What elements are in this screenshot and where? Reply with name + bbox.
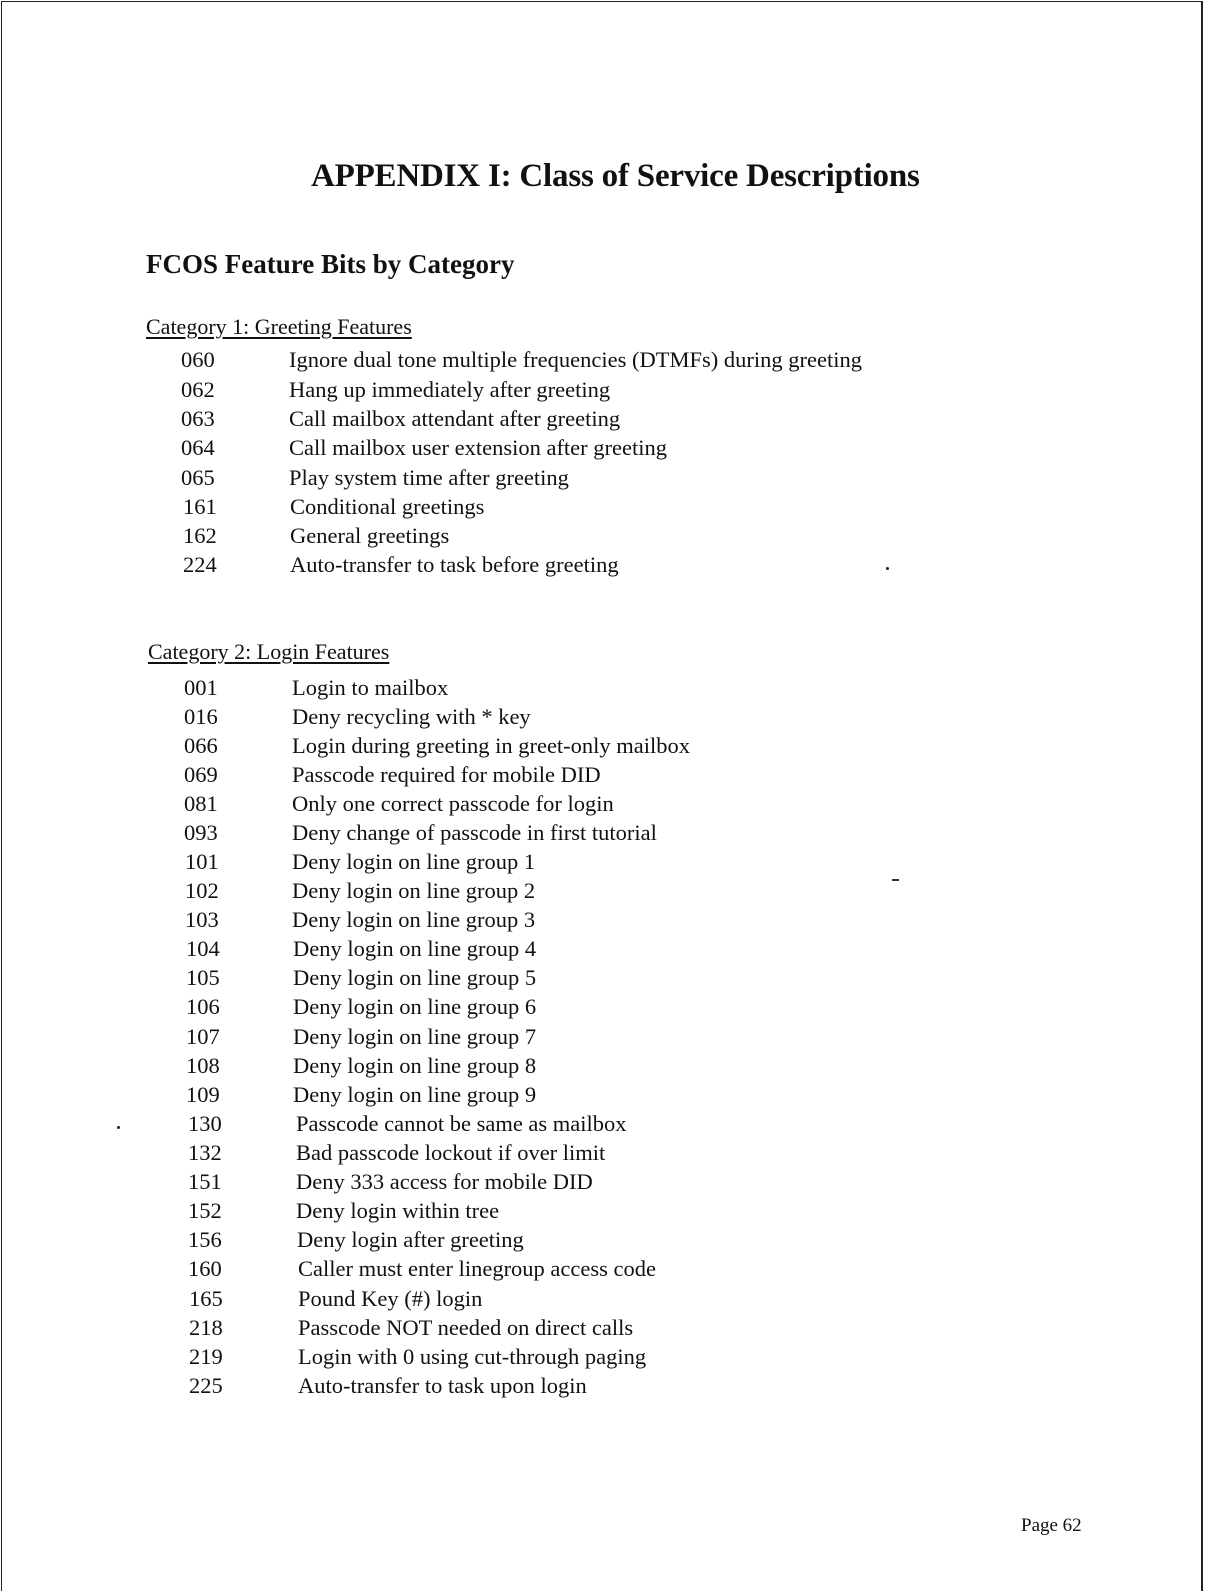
feature-code: 130 xyxy=(188,1111,222,1136)
feature-description: Deny login on line group 8 xyxy=(293,1053,537,1078)
feature-description: Login to mailbox xyxy=(292,675,449,700)
feature-description: Deny login on line group 3 xyxy=(292,907,536,932)
scan-dash xyxy=(892,879,899,881)
feature-description: Passcode NOT needed on direct calls xyxy=(298,1315,634,1340)
feature-description: Passcode required for mobile DID xyxy=(292,762,601,787)
feature-description: Deny login on line group 5 xyxy=(293,965,537,990)
feature-description: Caller must enter linegroup access code xyxy=(298,1256,656,1281)
feature-description: Deny login after greeting xyxy=(297,1227,524,1252)
feature-code: 165 xyxy=(189,1286,223,1311)
feature-description: Login during greeting in greet-only mailbox xyxy=(292,733,691,758)
feature-code: 132 xyxy=(188,1140,222,1165)
feature-description: Conditional greetings xyxy=(290,494,485,519)
feature-description: Login with 0 using cut-through paging xyxy=(298,1344,647,1369)
feature-code: 225 xyxy=(189,1373,223,1398)
feature-description: Deny login on line group 9 xyxy=(293,1082,537,1107)
category-heading-login: Category 2: Login Features xyxy=(148,639,390,664)
feature-description: Deny login on line group 1 xyxy=(292,849,536,874)
appendix-title: APPENDIX I: Class of Service Descriptions xyxy=(311,158,920,194)
feature-code: 156 xyxy=(188,1227,222,1252)
feature-code: 069 xyxy=(184,762,218,787)
feature-description: Ignore dual tone multiple frequencies (DTMFs) during greeting xyxy=(289,347,862,372)
feature-code: 151 xyxy=(188,1169,222,1194)
scan-speck xyxy=(886,567,889,570)
feature-code: 108 xyxy=(186,1053,220,1078)
feature-description: Deny recycling with * key xyxy=(292,704,531,729)
feature-code: 161 xyxy=(183,494,217,519)
feature-description: Deny login on line group 7 xyxy=(293,1024,537,1049)
feature-code: 016 xyxy=(184,704,218,729)
feature-code: 152 xyxy=(188,1198,222,1223)
feature-description: Deny login on line group 4 xyxy=(293,936,537,961)
feature-code: 224 xyxy=(183,552,217,577)
feature-code: 001 xyxy=(184,675,218,700)
feature-description: Play system time after greeting xyxy=(289,465,569,490)
feature-code: 106 xyxy=(186,994,220,1019)
feature-code: 081 xyxy=(184,791,218,816)
feature-code: 062 xyxy=(181,377,215,402)
feature-code: 162 xyxy=(183,523,217,548)
feature-description: General greetings xyxy=(290,523,450,548)
page-number: Page 62 xyxy=(1021,1515,1082,1536)
feature-code: 103 xyxy=(185,907,219,932)
feature-description: Only one correct passcode for login xyxy=(292,791,614,816)
feature-description: Deny login on line group 2 xyxy=(292,878,536,903)
feature-code: 063 xyxy=(181,406,215,431)
feature-code: 219 xyxy=(189,1344,223,1369)
section-heading: FCOS Feature Bits by Category xyxy=(146,249,515,279)
feature-code: 060 xyxy=(181,347,215,372)
feature-code: 160 xyxy=(188,1256,222,1281)
feature-description: Deny 333 access for mobile DID xyxy=(296,1169,593,1194)
feature-code: 101 xyxy=(185,849,219,874)
feature-description: Call mailbox attendant after greeting xyxy=(289,406,621,431)
feature-code: 066 xyxy=(184,733,218,758)
feature-code: 105 xyxy=(186,965,220,990)
feature-code: 104 xyxy=(186,936,220,961)
feature-description: Deny login within tree xyxy=(296,1198,500,1223)
scan-speck xyxy=(117,1126,120,1129)
feature-code: 109 xyxy=(186,1082,220,1107)
feature-code: 093 xyxy=(184,820,218,845)
feature-description: Hang up immediately after greeting xyxy=(289,377,611,402)
feature-description: Deny change of passcode in first tutorial xyxy=(292,820,657,845)
feature-code: 107 xyxy=(186,1024,220,1049)
feature-description: Deny login on line group 6 xyxy=(293,994,537,1019)
feature-code: 102 xyxy=(185,878,219,903)
feature-description: Call mailbox user extension after greeting xyxy=(289,435,668,460)
category-heading-greeting: Category 1: Greeting Features xyxy=(146,314,412,339)
feature-code: 218 xyxy=(189,1315,223,1340)
feature-description: Bad passcode lockout if over limit xyxy=(296,1140,606,1165)
feature-description: Auto-transfer to task before greeting xyxy=(290,552,619,577)
feature-description: Pound Key (#) login xyxy=(298,1286,483,1311)
feature-description: Auto-transfer to task upon login xyxy=(298,1373,587,1398)
feature-code: 064 xyxy=(181,435,215,460)
feature-description: Passcode cannot be same as mailbox xyxy=(296,1111,627,1136)
feature-code: 065 xyxy=(181,465,215,490)
